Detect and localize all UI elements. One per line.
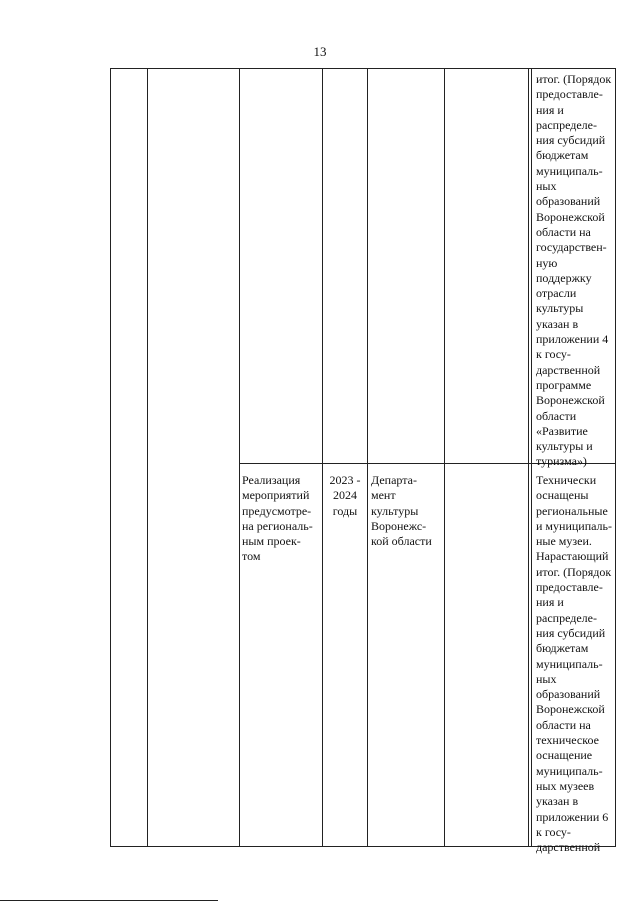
table-column-divider: [322, 68, 323, 847]
row2-executor-cell: Департа- мент культуры Воронежс- кой области: [371, 473, 432, 549]
table-column-divider: [239, 68, 240, 847]
table-top-border: [110, 68, 616, 69]
table-border-left: [110, 68, 111, 847]
table-column-divider: [531, 68, 532, 847]
row2-period-cell: 2023 - 2024 годы: [329, 473, 361, 518]
table-column-divider: [147, 68, 148, 847]
table-column-divider: [528, 68, 529, 847]
page-number: 13: [313, 44, 327, 59]
row2-indicator-text: Технически оснащены региональные и муниципаль- ные музеи. Нарастающий итог. (Порядок предоставле- ния и распределе- ния субсидий бюджетам муниципаль- ных образований Воронежской области на техническое оснащение муниципаль- ных музеев указан в приложении 6 к госу- дарственной: [536, 473, 613, 855]
footnote-separator: [0, 900, 218, 901]
row1-indicator-text: итог. (Порядок предоставле- ния и распределе- ния субсидий бюджетам муниципаль- ных образований Воронежской области на государствен- ную поддержку отрасли культуры указан в приложении 4 к госу- дарственной программе Воронежской области «Развитие культуры и туризма»): [536, 72, 612, 469]
table-column-divider: [444, 68, 445, 847]
table-column-divider: [367, 68, 368, 847]
row2-activity-cell: Реализация мероприятий предусмотре- на региональ- ным проек- том: [242, 473, 313, 564]
